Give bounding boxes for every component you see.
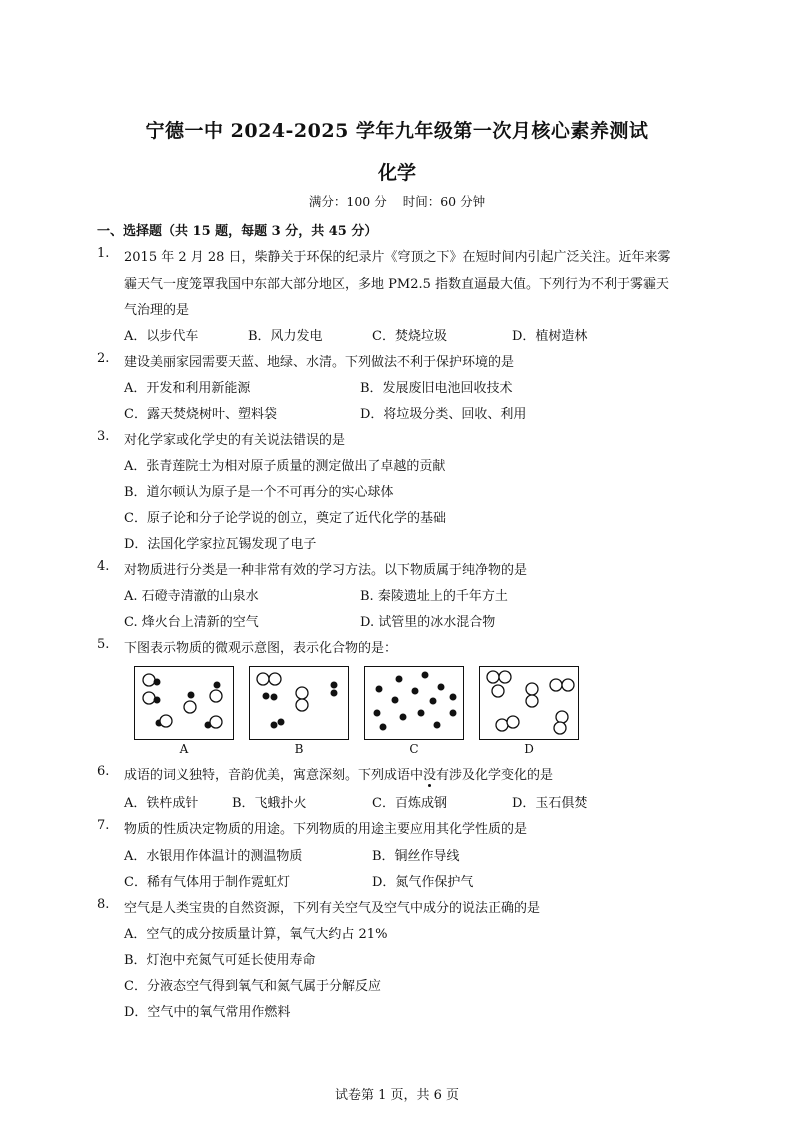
option-a: A．开发和利用新能源 [124, 381, 251, 396]
molecule-diagram [134, 666, 604, 756]
option-d: D．玉石俱焚 [512, 796, 588, 811]
option-b: B．发展废旧电池回收技术 [360, 381, 513, 396]
question-number: 8. [97, 897, 110, 912]
question-text-line: 空气是人类宝贵的自然资源，下列有关空气及空气中成分的说法正确的是 [124, 901, 541, 916]
option-d: D．植树造林 [512, 329, 588, 344]
option-c: C. 烽火台上清新的空气 [124, 615, 259, 630]
question-number: 3. [97, 429, 110, 444]
question-text-line: 霾天气一度笼罩我国中东部大部分地区，多地 PM2.5 指数直逼最大值。下列行为不利于雾霾天 [124, 277, 669, 292]
particles-c [365, 667, 465, 741]
option-d: D．空气中的氧气常用作燃料 [124, 1005, 291, 1020]
question-number: 5. [97, 637, 110, 652]
page-footer: 试卷第 1 页，共 6 页 [334, 1088, 460, 1103]
full-score: 满分：100 分 [308, 194, 387, 209]
question-number: 7. [97, 818, 110, 833]
diagram-box-a [134, 666, 234, 740]
question-text-line: 下图表示物质的微观示意图，表示化合物的是： [124, 641, 398, 656]
question-text-line: 建设美丽家园需要天蓝、地绿、水清。下列做法不利于保护环境的是 [124, 355, 515, 370]
option-b: B. 秦陵遗址上的千年方土 [360, 589, 508, 604]
diagram-label-d: D [524, 742, 534, 756]
exam-meta [0, 192, 794, 210]
diagram-box-c [364, 666, 464, 740]
option-c: C．稀有气体用于制作霓虹灯 [124, 875, 290, 890]
option-d: D. 试管里的冰水混合物 [360, 615, 496, 630]
particles-a [135, 667, 235, 741]
option-a: A．水银用作体温计的测温物质 [124, 849, 303, 864]
option-a: A. 石磴寺清澈的山泉水 [124, 589, 259, 604]
option-d: D．氮气作保护气 [372, 875, 474, 890]
diagram-label-c: C [409, 742, 419, 756]
question-number: 1. [97, 246, 110, 261]
diagram-box-d [479, 666, 579, 740]
option-b: B．铜丝作导线 [372, 849, 460, 864]
option-c: C．露天焚烧树叶、塑料袋 [124, 407, 277, 422]
option-b: B．飞蛾扑火 [232, 796, 307, 811]
question-text-line: 对物质进行分类是一种非常有效的学习方法。以下物质属于纯净物的是 [124, 563, 528, 578]
option-c: C．分液态空气得到氧气和氮气属于分解反应 [124, 979, 381, 994]
option-c: C．百炼成钢 [372, 796, 447, 811]
question-text-before: 成语的词义独特，音韵优美，寓意深刻。下列成语中 [124, 768, 424, 783]
question-text-line: 2015 年 2 月 28 日，柴静关于环保的纪录片《穹顶之下》在短时间内引起广泛关注。近年来雾 [124, 250, 671, 265]
subject-title: 化学 [377, 162, 416, 184]
option-d: D．法国化学家拉瓦锡发现了电子 [124, 537, 317, 552]
option-a: A．以步代车 [124, 329, 199, 344]
particles-b [250, 667, 350, 741]
option-d: D．将垃圾分类、回收、利用 [360, 407, 527, 422]
question-number: 4. [97, 559, 110, 574]
option-b: B．风力发电 [248, 329, 323, 344]
option-b: B．道尔顿认为原子是一个不可再分的实心球体 [124, 485, 394, 500]
option-a: A．空气的成分按质量计算，氧气大约占 21% [124, 927, 388, 942]
particles-d [480, 667, 580, 741]
option-c: C．焚烧垃圾 [372, 329, 447, 344]
diagram-label-b: B [294, 742, 304, 756]
option-c: C．原子论和分子论学说的创立，奠定了近代化学的基础 [124, 511, 446, 526]
diagram-label-a: A [179, 742, 189, 756]
option-a: A．铁杵成针 [124, 796, 199, 811]
question-text-line [124, 764, 553, 783]
diagram-box-b [249, 666, 349, 740]
question-number: 6. [97, 764, 110, 779]
question-text-line: 物质的性质决定物质的用途。下列物质的用途主要应用其化学性质的是 [124, 822, 528, 837]
emphasis-char: 没 [423, 768, 437, 783]
question-number: 2. [97, 351, 110, 366]
question-text-line: 对化学家或化学史的有关说法错误的是 [124, 433, 346, 448]
exam-title: 宁德一中 2024-2025 学年九年级第一次月核心素养测试 [145, 120, 649, 142]
option-b: B．灯泡中充氮气可延长使用寿命 [124, 953, 316, 968]
option-a: A．张青莲院士为相对原子质量的测定做出了卓越的贡献 [124, 459, 446, 474]
section-heading: 一、选择题（共 15 题，每题 3 分，共 45 分） [97, 224, 378, 239]
question-text-line: 气治理的是 [124, 303, 190, 318]
question-text-after: 有涉及化学变化的是 [436, 768, 554, 783]
exam-time: 时间：60 分钟 [402, 194, 486, 209]
